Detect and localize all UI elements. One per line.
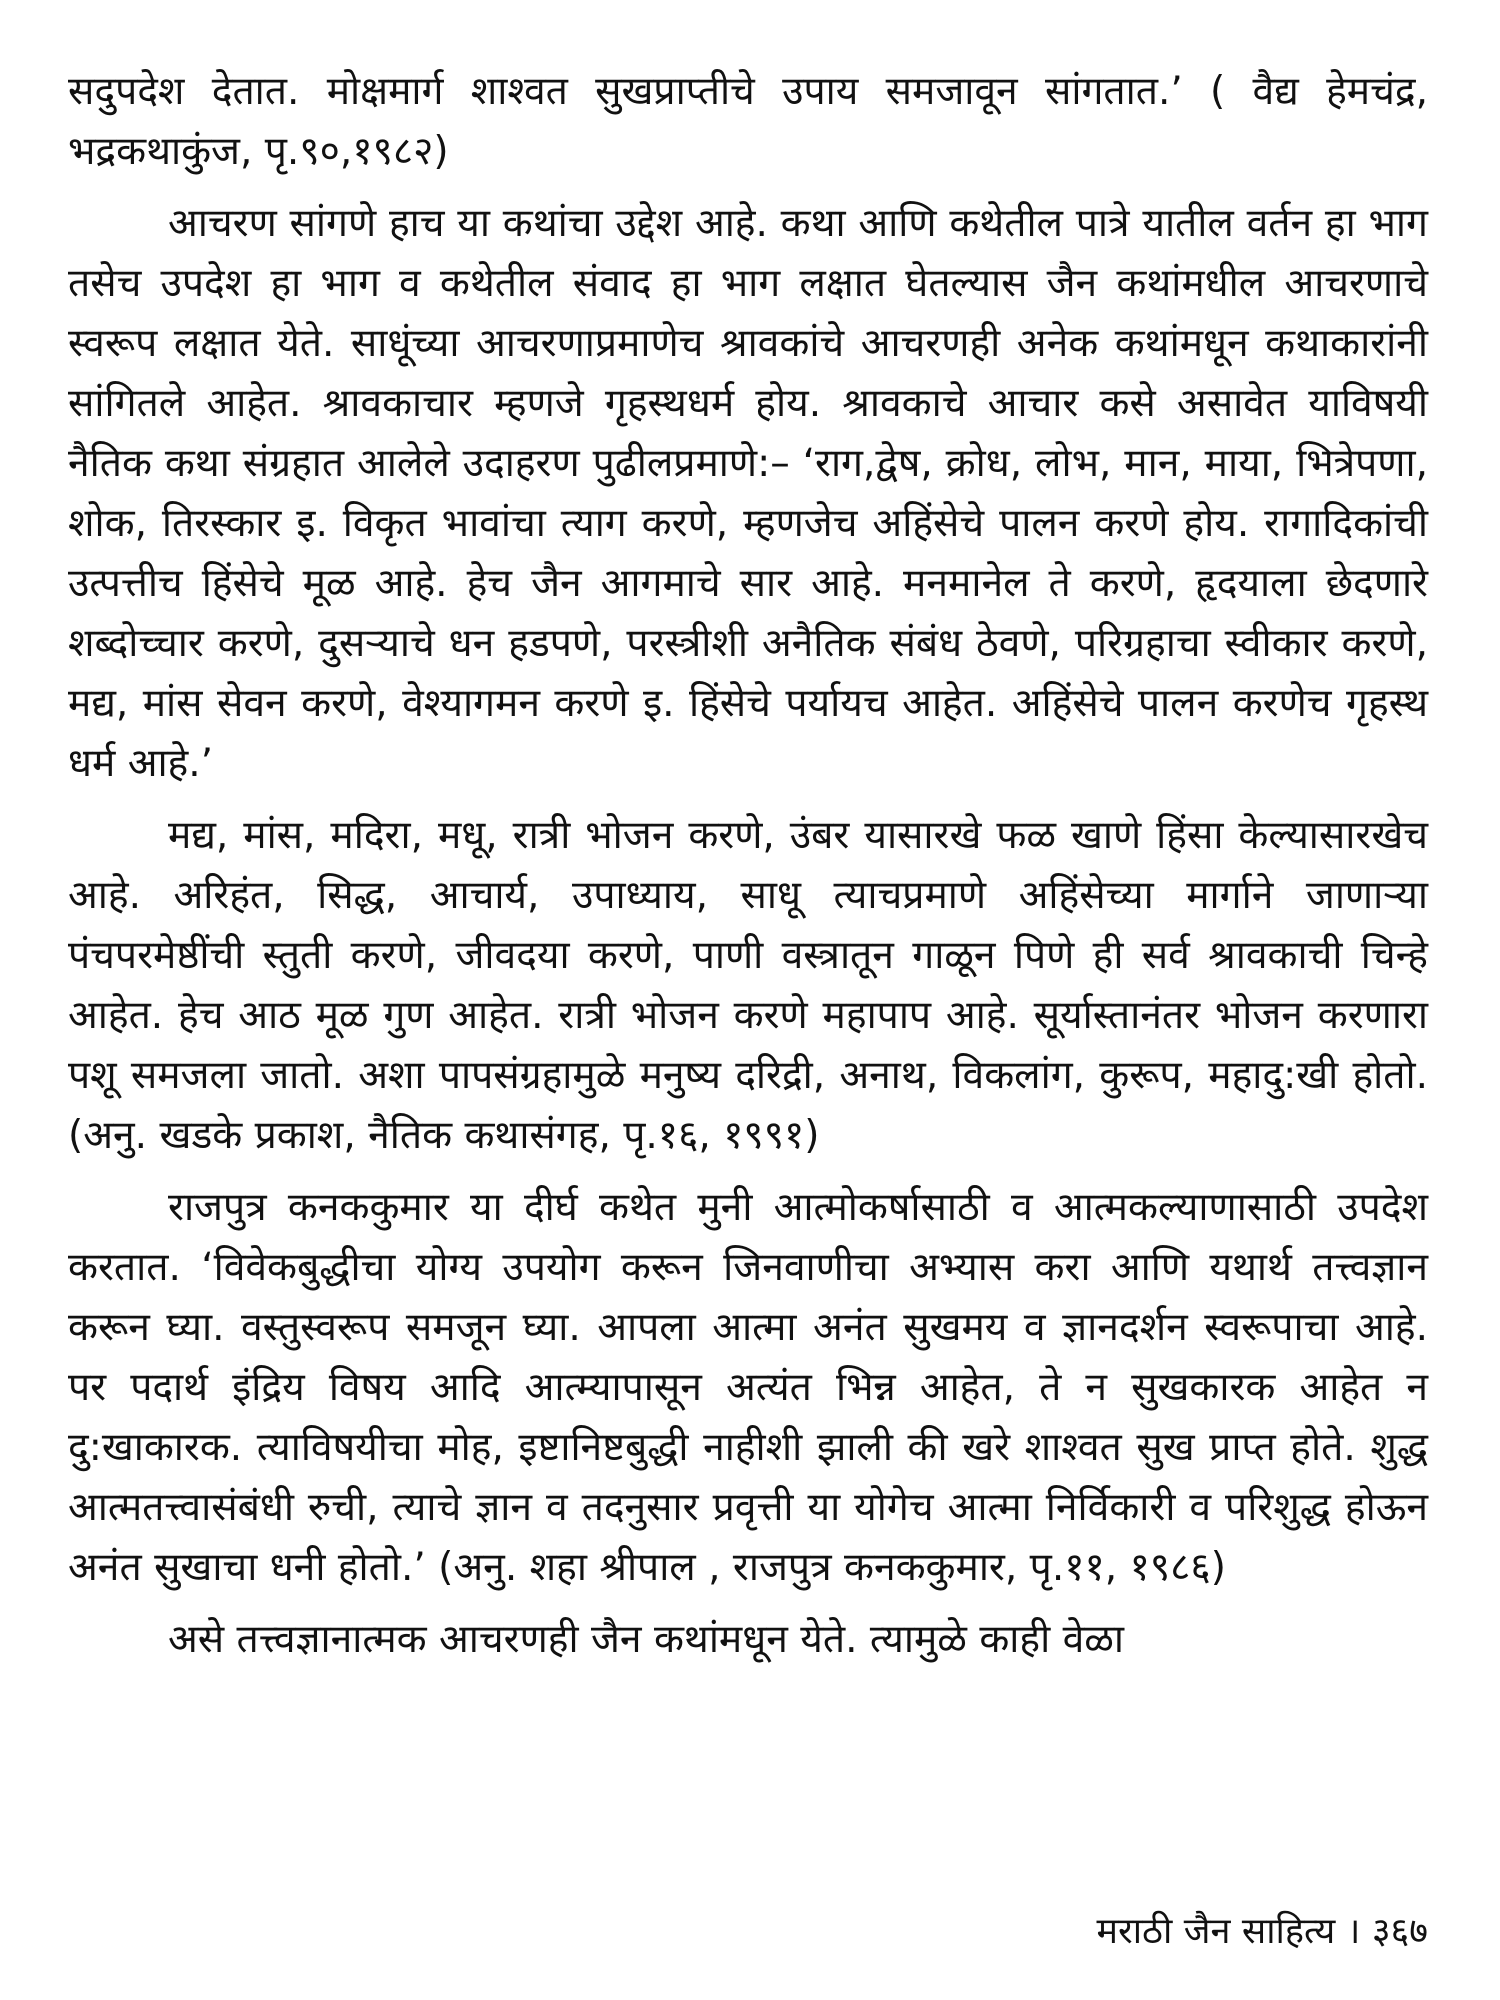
page-body [68, 62, 1428, 1682]
page-footer: मराठी जैन साहित्य । ३६७ [1096, 1911, 1428, 1952]
paragraph-continuation: सदुपदेश देतात. मोक्षमार्ग शाश्वत सुखप्राप्तीचे उपाय समजावून सांगतात.’ ( वैद्य हेमचंद्र, भद्रकथाकुंज, पृ.९०,१९८२) [68, 69, 1428, 174]
paragraph-mool-gun: मद्य, मांस, मदिरा, मधू, रात्री भोजन करणे, उंबर यासारखे फळ खाणे हिंसा केल्यासारखेच आहे. अरिहंत, सिद्ध, आचार्य, उपाध्याय, साधू त्याचप्रमाणे अहिंसेच्या मार्गाने जाणाऱ्या पंचपरमेष्ठींची स्तुती करणे, जीवदया करणे, पाणी वस्त्रातून गाळून पिणे ही सर्व श्रावकाची चिन्हे आहेत. हेच आठ मूळ गुण आहेत. रात्री भोजन करणे महापाप आहे. सूर्यास्तानंतर भोजन करणारा पशू समजला जातो. अशा पापसंग्रहामुळे मनुष्य दरिद्री, अनाथ, विकलांग, कुरूप, महादु:खी होतो. (अनु. खडके प्रकाश, नैतिक कथासंगह, पृ.१६, १९९१) [68, 813, 1428, 1158]
paragraph-closing: असे तत्त्वज्ञानात्मक आचरणही जैन कथांमधून येते. त्यामुळे काही वेळा [168, 1617, 1125, 1662]
paragraph-rajputra-kanakkumar: राजपुत्र कनककुमार या दीर्घ कथेत मुनी आत्मोकर्षासाठी व आत्मकल्याणासाठी उपदेश करतात. ‘विवेकबुद्धीचा योग्य उपयोग करून जिनवाणीचा अभ्यास करा आणि यथार्थ तत्त्वज्ञान करून घ्या. वस्तुस्वरूप समजून घ्या. आपला आत्मा अनंत सुखमय व ज्ञानदर्शन स्वरूपाचा आहे. पर पदार्थ इंद्रिय विषय आदि आत्म्यापासून अत्यंत भिन्न आहेत, ते न सुखकारक आहेत न दु:खाकारक. त्याविषयीचा मोह, इष्टानिष्टबुद्धी नाहीशी झाली की खरे शाश्वत सुख प्राप्त होते. शुद्ध आत्मतत्त्वासंबंधी रुची, त्याचे ज्ञान व तदनुसार प्रवृत्ती या योगेच आत्मा निर्विकारी व परिशुद्ध होऊन अनंत सुखाचा धनी होतो.’ (अनु. शहा श्रीपाल , राजपुत्र कनककुमार, पृ.११, १९८६) [68, 1185, 1428, 1590]
paragraph-shravakachar: आचरण सांगणे हाच या कथांचा उद्देश आहे. कथा आणि कथेतील पात्रे यातील वर्तन हा भाग तसेच उपदेश हा भाग व कथेतील संवाद हा भाग लक्षात घेतल्यास जैन कथांमधील आचरणाचे स्वरूप लक्षात येते. साधूंच्या आचरणाप्रमाणेच श्रावकांचे आचरणही अनेक कथांमधून कथाकारांनी सांगितले आहेत. श्रावकाचार म्हणजे गृहस्थधर्म होय. श्रावकाचे आचार कसे असावेत याविषयी नैतिक कथा संग्रहात आलेले उदाहरण पुढीलप्रमाणे:– ‘राग,द्वेष, क्रोध, लोभ, मान, माया, भित्रेपणा, शोक, तिरस्कार इ. विकृत भावांचा त्याग करणे, म्हणजेच अहिंसेचे पालन करणे होय. रागादिकांची उत्पत्तीच हिंसेचे मूळ आहे. हेच जैन आगमाचे सार आहे. मनमानेल ते करणे, हृदयाला छेदणारे शब्दोच्चार करणे, दुसऱ्याचे धन हडपणे, परस्त्रीशी अनैतिक संबंध ठेवणे, परिग्रहाचा स्वीकार करणे, मद्य, मांस सेवन करणे, वेश्यागमन करणे इ. हिंसेचे पर्यायच आहेत. अहिंसेचे पालन करणेच गृहस्थ धर्म आहे.’ [68, 201, 1428, 786]
